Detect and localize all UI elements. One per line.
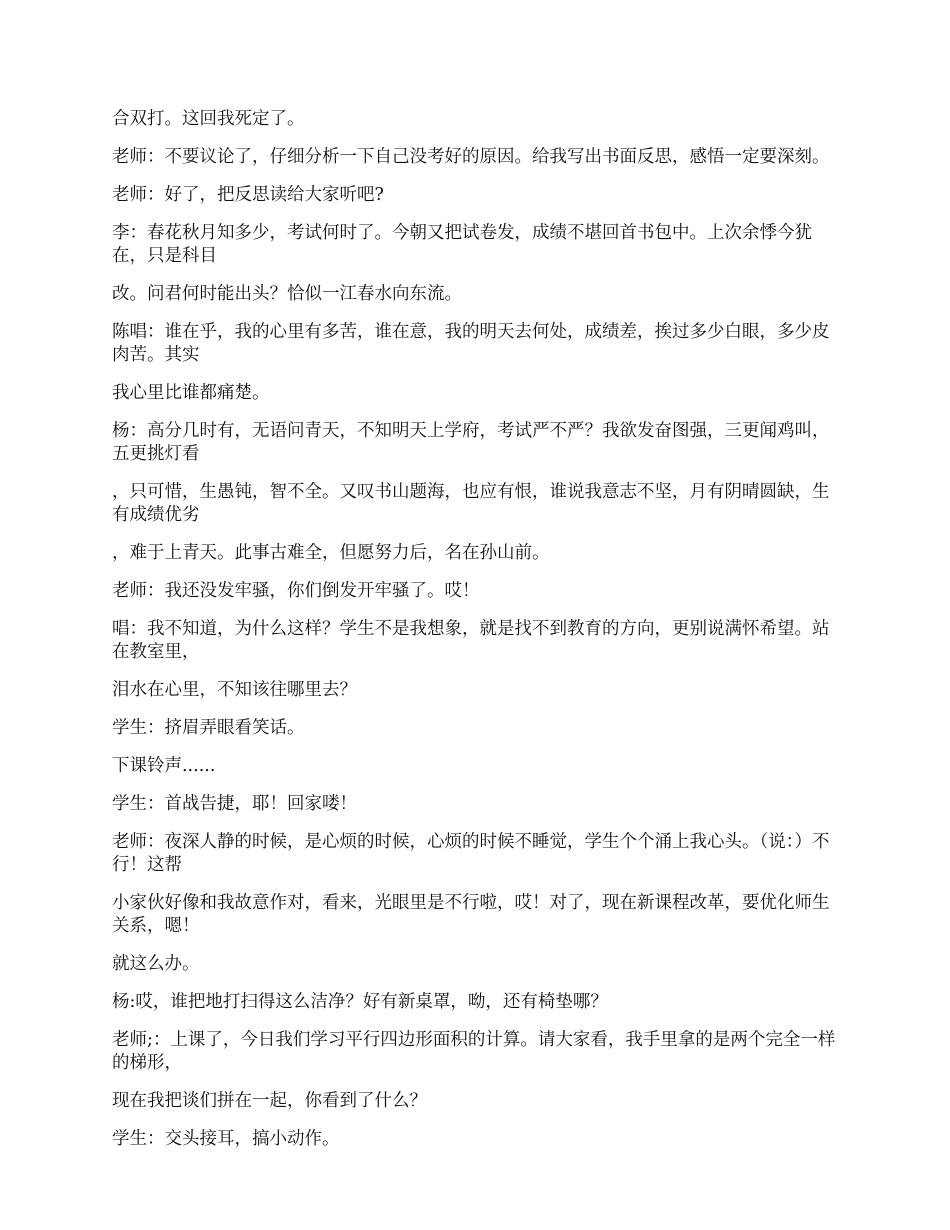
paragraph: 学生：挤眉弄眼看笑话。 — [112, 718, 305, 738]
paragraph: 现在我把谈们拼在一起，你看到了什么？ — [112, 1091, 427, 1111]
paragraph: 杨：高分几时有，无语问青天，不知明天上学府，考试严不严？我欲发奋图强，三更闻鸡叫，五更挑灯看 — [112, 421, 830, 464]
paragraph: 老师;：上课了，今日我们学习平行四边形面积的计算。请大家看，我手里拿的是两个完全一样的梯形， — [112, 1030, 836, 1073]
document-page — [112, 108, 842, 1166]
paragraph: 老师：不要议论了，仔细分析一下自己没考好的原因。给我写出书面反思，感悟一定要深刻。 — [112, 147, 830, 167]
paragraph: 老师：我还没发牢骚，你们倒发开牢骚了。哎！ — [112, 581, 480, 601]
paragraph: 合双打。这回我死定了。 — [112, 109, 305, 129]
paragraph: 就这么办。 — [112, 954, 200, 974]
paragraph: ，难于上青天。此事古难全，但愿努力后，名在孙山前。 — [112, 543, 550, 563]
paragraph: 老师：夜深人静的时候，是心烦的时候，心烦的时候不睡觉，学生个个涌上我心头。（说：）不行！这帮 — [112, 832, 830, 875]
paragraph: 学生：交头接耳，搞小动作。 — [112, 1129, 340, 1149]
paragraph: 学生：首战告捷，耶！回家喽！ — [112, 794, 357, 814]
paragraph: 改。问君何时能出头？恰似一江春水向东流。 — [112, 284, 462, 304]
paragraph: 老师：好了，把反思读给大家听吧? — [112, 185, 384, 205]
paragraph: 杨:哎，谁把地打扫得这么洁净？好有新桌罩，呦，还有椅垫哪？ — [112, 992, 608, 1012]
paragraph: 我心里比谁都痛楚。 — [112, 383, 270, 403]
paragraph: 陈唱：谁在乎，我的心里有多苦，谁在意，我的明天去何处，成绩差，挨过多少白眼，多少皮肉苦。其实 — [112, 322, 830, 365]
paragraph: 李：春花秋月知多少，考试何时了。今朝又把试卷发，成绩不堪回首书包中。上次余悸今犹在，只是科目 — [112, 223, 812, 266]
paragraph: 泪水在心里，不知该往哪里去？ — [112, 680, 357, 700]
paragraph: 唱：我不知道，为什么这样？学生不是我想象，就是找不到教育的方向，更别说满怀希望。站在教室里， — [112, 619, 830, 662]
paragraph: ，只可惜，生愚钝，智不全。又叹书山题海，也应有恨，谁说我意志不坚，月有阴晴圆缺，生有成绩优劣 — [112, 482, 830, 525]
paragraph: 小家伙好像和我故意作对，看来，光眼里是不行啦，哎！对了，现在新课程改革，要优化师生关系，嗯！ — [112, 893, 830, 936]
paragraph: 下课铃声...... — [112, 756, 216, 776]
